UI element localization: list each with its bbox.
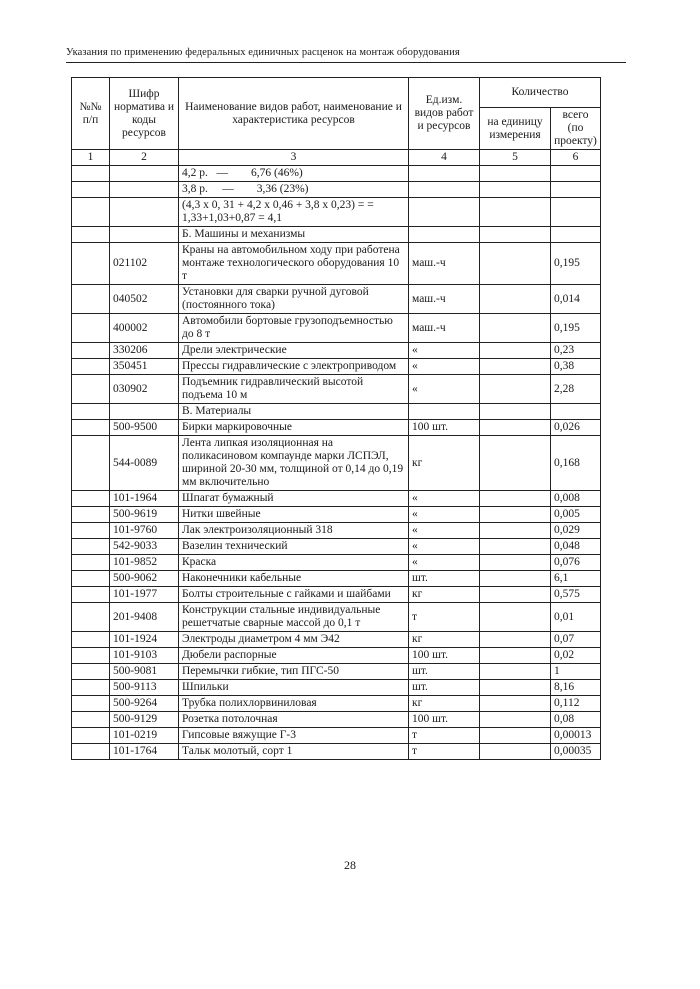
unit-cell: кг [409, 632, 480, 648]
table-row [72, 632, 601, 648]
per-unit-cell [480, 375, 551, 404]
table-row [72, 285, 601, 314]
resource-name-cell: Лак электроизоляционный 318 [179, 523, 409, 539]
per-unit-cell [480, 712, 551, 728]
resource-name-cell: Установки для сварки ручной дуговой (постоянного тока) [179, 285, 409, 314]
per-unit-cell [480, 343, 551, 359]
total-cell: 0,076 [551, 555, 601, 571]
unit-cell: кг [409, 587, 480, 603]
column-number: 4 [409, 150, 480, 166]
resource-code-cell: 500-9500 [110, 420, 179, 436]
resource-code-cell: 500-9264 [110, 696, 179, 712]
resource-code-cell: 101-1977 [110, 587, 179, 603]
total-cell: 0,026 [551, 420, 601, 436]
total-cell: 0,005 [551, 507, 601, 523]
resource-code-cell: 330206 [110, 343, 179, 359]
total-cell: 0,029 [551, 523, 601, 539]
resource-code-cell: 101-0219 [110, 728, 179, 744]
resource-name-cell: Нитки швейные [179, 507, 409, 523]
table-row [72, 227, 601, 243]
resource-code-cell: 021102 [110, 243, 179, 285]
unit-cell: маш.-ч [409, 243, 480, 285]
resource-code-cell [110, 404, 179, 420]
row-number-cell [72, 555, 110, 571]
table-row [72, 587, 601, 603]
total-cell [551, 227, 601, 243]
per-unit-cell [480, 728, 551, 744]
unit-cell: маш.-ч [409, 285, 480, 314]
per-unit-cell [480, 523, 551, 539]
unit-cell: 100 шт. [409, 648, 480, 664]
header-divider [66, 62, 626, 63]
per-unit-cell [480, 420, 551, 436]
total-cell: 8,16 [551, 680, 601, 696]
unit-cell [409, 182, 480, 198]
table-row [72, 420, 601, 436]
total-cell [551, 166, 601, 182]
total-cell: 0,014 [551, 285, 601, 314]
unit-cell [409, 404, 480, 420]
row-number-cell [72, 436, 110, 491]
total-cell: 0,38 [551, 359, 601, 375]
row-number-cell [72, 587, 110, 603]
table-row [72, 680, 601, 696]
unit-cell: « [409, 359, 480, 375]
total-cell: 0,168 [551, 436, 601, 491]
unit-cell: « [409, 523, 480, 539]
total-cell: 0,07 [551, 632, 601, 648]
per-unit-cell [480, 648, 551, 664]
row-number-cell [72, 712, 110, 728]
resource-code-cell: 542-9033 [110, 539, 179, 555]
total-cell: 0,23 [551, 343, 601, 359]
resource-code-cell: 101-9103 [110, 648, 179, 664]
unit-cell: маш.-ч [409, 314, 480, 343]
resource-name-cell: Конструкции стальные индивидуальные решетчатые сварные массой до 0,1 т [179, 603, 409, 632]
table-row [72, 507, 601, 523]
per-unit-cell [480, 744, 551, 760]
header-quantity: Количество [480, 78, 601, 108]
per-unit-cell [480, 182, 551, 198]
total-cell: 1 [551, 664, 601, 680]
resource-name-cell: 3,8 р. — 3,36 (23%) [179, 182, 409, 198]
per-unit-cell [480, 198, 551, 227]
row-number-cell [72, 182, 110, 198]
column-number: 2 [110, 150, 179, 166]
total-cell: 0,01 [551, 603, 601, 632]
table-row [72, 648, 601, 664]
row-number-cell [72, 375, 110, 404]
resource-code-cell: 101-1764 [110, 744, 179, 760]
unit-cell: кг [409, 696, 480, 712]
resource-code-cell: 350451 [110, 359, 179, 375]
total-cell [551, 182, 601, 198]
row-number-cell [72, 507, 110, 523]
total-cell: 0,195 [551, 314, 601, 343]
row-number-cell [72, 198, 110, 227]
row-number-cell [72, 523, 110, 539]
unit-cell: т [409, 728, 480, 744]
per-unit-cell [480, 555, 551, 571]
row-number-cell [72, 285, 110, 314]
resource-code-cell: 500-9062 [110, 571, 179, 587]
resource-code-cell: 040502 [110, 285, 179, 314]
page-header-title: Указания по применению федеральных единичных расценок на монтаж оборудования [66, 47, 460, 58]
unit-cell: кг [409, 436, 480, 491]
resource-name-cell: Подъемник гидравлический высотой подъема 10 м [179, 375, 409, 404]
unit-cell: « [409, 555, 480, 571]
unit-cell: шт. [409, 680, 480, 696]
resource-name-cell: Прессы гидравлические с электроприводом [179, 359, 409, 375]
unit-cell: « [409, 343, 480, 359]
unit-cell: « [409, 539, 480, 555]
header-total: всего (по проекту) [551, 108, 601, 150]
row-number-cell [72, 491, 110, 507]
total-cell: 0,00035 [551, 744, 601, 760]
resource-table [71, 77, 601, 760]
resource-code-cell: 101-1964 [110, 491, 179, 507]
row-number-cell [72, 359, 110, 375]
table-row [72, 555, 601, 571]
resource-name-cell: Вазелин технический [179, 539, 409, 555]
column-number: 6 [551, 150, 601, 166]
row-number-cell [72, 243, 110, 285]
per-unit-cell [480, 243, 551, 285]
resource-name-cell: Розетка потолочная [179, 712, 409, 728]
unit-cell: т [409, 603, 480, 632]
page-number: 28 [344, 858, 356, 872]
per-unit-cell [480, 507, 551, 523]
per-unit-cell [480, 632, 551, 648]
header-code: Шифр норматива и коды ресурсов [110, 78, 179, 150]
row-number-cell [72, 166, 110, 182]
total-cell: 0,00013 [551, 728, 601, 744]
per-unit-cell [480, 587, 551, 603]
resource-code-cell: 544-0089 [110, 436, 179, 491]
table-row [72, 712, 601, 728]
table-row [72, 198, 601, 227]
row-number-cell [72, 571, 110, 587]
resource-code-cell [110, 198, 179, 227]
table-row [72, 166, 601, 182]
table-row [72, 603, 601, 632]
per-unit-cell [480, 491, 551, 507]
resource-name-cell: Шпильки [179, 680, 409, 696]
total-cell: 0,575 [551, 587, 601, 603]
resource-code-cell: 201-9408 [110, 603, 179, 632]
resource-name-cell: Тальк молотый, сорт 1 [179, 744, 409, 760]
table-row [72, 359, 601, 375]
unit-cell: 100 шт. [409, 712, 480, 728]
unit-cell: т [409, 744, 480, 760]
row-number-cell [72, 728, 110, 744]
column-number: 5 [480, 150, 551, 166]
per-unit-cell [480, 404, 551, 420]
table-row [72, 728, 601, 744]
resource-name-cell: Автомобили бортовые грузоподъемностью до 8 т [179, 314, 409, 343]
unit-cell [409, 166, 480, 182]
table-row [72, 436, 601, 491]
table-row [72, 664, 601, 680]
row-number-cell [72, 744, 110, 760]
table-row [72, 404, 601, 420]
row-number-cell [72, 227, 110, 243]
resource-name-cell: Краны на автомобильном ходу при работена монтаже технологического оборудования 10 т [179, 243, 409, 285]
total-cell: 0,02 [551, 648, 601, 664]
row-number-cell [72, 343, 110, 359]
resource-code-cell: 101-9852 [110, 555, 179, 571]
row-number-cell [72, 648, 110, 664]
table-row [72, 523, 601, 539]
total-cell [551, 404, 601, 420]
total-cell: 0,195 [551, 243, 601, 285]
resource-code-cell [110, 166, 179, 182]
per-unit-cell [480, 680, 551, 696]
resource-code-cell [110, 227, 179, 243]
per-unit-cell [480, 359, 551, 375]
header-num: №№ п/п [72, 78, 110, 150]
unit-cell: « [409, 375, 480, 404]
unit-cell: « [409, 491, 480, 507]
row-number-cell [72, 404, 110, 420]
unit-cell: « [409, 507, 480, 523]
resource-name-cell: Электроды диаметром 4 мм Э42 [179, 632, 409, 648]
total-cell: 0,008 [551, 491, 601, 507]
total-cell [551, 198, 601, 227]
resource-name-cell: Дрели электрические [179, 343, 409, 359]
table-row [72, 343, 601, 359]
row-number-cell [72, 664, 110, 680]
header-per-unit: на единицу измерения [480, 108, 551, 150]
resource-name-cell: Лента липкая изоляционная на поликасиновом компаунде марки ЛСПЭЛ, шириной 20-30 мм, толщиной от 0,14 до 0,19 мм включительно [179, 436, 409, 491]
resource-name-cell: Шпагат бумажный [179, 491, 409, 507]
unit-cell: 100 шт. [409, 420, 480, 436]
per-unit-cell [480, 696, 551, 712]
unit-cell: шт. [409, 571, 480, 587]
resource-code-cell: 500-9129 [110, 712, 179, 728]
column-number: 1 [72, 150, 110, 166]
per-unit-cell [480, 285, 551, 314]
row-number-cell [72, 539, 110, 555]
per-unit-cell [480, 166, 551, 182]
resource-code-cell: 101-1924 [110, 632, 179, 648]
table-row [72, 243, 601, 285]
resource-name-cell: (4,3 х 0, 31 + 4,2 х 0,46 + 3,8 х 0,23) = = 1,33+1,03+0,87 = 4,1 [179, 198, 409, 227]
unit-cell [409, 198, 480, 227]
table-row [72, 571, 601, 587]
resource-code-cell: 500-9113 [110, 680, 179, 696]
resource-name-cell: Наконечники кабельные [179, 571, 409, 587]
header-unit: Ед.изм. видов работ и ресурсов [409, 78, 480, 150]
table-row [72, 182, 601, 198]
table-row [72, 314, 601, 343]
per-unit-cell [480, 436, 551, 491]
total-cell: 0,048 [551, 539, 601, 555]
unit-cell [409, 227, 480, 243]
table-row [72, 744, 601, 760]
row-number-cell [72, 680, 110, 696]
column-number-row [72, 150, 601, 166]
resource-code-cell: 400002 [110, 314, 179, 343]
resource-name-cell: Болты строительные с гайками и шайбами [179, 587, 409, 603]
per-unit-cell [480, 314, 551, 343]
resource-name-cell: Бирки маркировочные [179, 420, 409, 436]
resource-code-cell: 101-9760 [110, 523, 179, 539]
per-unit-cell [480, 571, 551, 587]
resource-code-cell: 500-9081 [110, 664, 179, 680]
resource-name-cell: Краска [179, 555, 409, 571]
table-row [72, 696, 601, 712]
resource-name-cell: Дюбели распорные [179, 648, 409, 664]
total-cell: 0,08 [551, 712, 601, 728]
unit-cell: шт. [409, 664, 480, 680]
table-row [72, 375, 601, 404]
resource-name-cell: В. Материалы [179, 404, 409, 420]
resource-code-cell: 500-9619 [110, 507, 179, 523]
row-number-cell [72, 603, 110, 632]
per-unit-cell [480, 603, 551, 632]
resource-code-cell [110, 182, 179, 198]
table-row [72, 539, 601, 555]
per-unit-cell [480, 227, 551, 243]
row-number-cell [72, 696, 110, 712]
resource-name-cell: Трубка полихлорвиниловая [179, 696, 409, 712]
row-number-cell [72, 420, 110, 436]
column-number: 3 [179, 150, 409, 166]
row-number-cell [72, 314, 110, 343]
total-cell: 0,112 [551, 696, 601, 712]
per-unit-cell [480, 664, 551, 680]
resource-code-cell: 030902 [110, 375, 179, 404]
per-unit-cell [480, 539, 551, 555]
resource-name-cell: Гипсовые вяжущие Г-3 [179, 728, 409, 744]
header-name: Наименование видов работ, наименование и характеристика ресурсов [179, 78, 409, 150]
total-cell: 2,28 [551, 375, 601, 404]
table-row [72, 491, 601, 507]
resource-name-cell: 4,2 р. — 6,76 (46%) [179, 166, 409, 182]
resource-name-cell: Б. Машины и механизмы [179, 227, 409, 243]
resource-name-cell: Перемычки гибкие, тип ПГС-50 [179, 664, 409, 680]
total-cell: 6,1 [551, 571, 601, 587]
row-number-cell [72, 632, 110, 648]
